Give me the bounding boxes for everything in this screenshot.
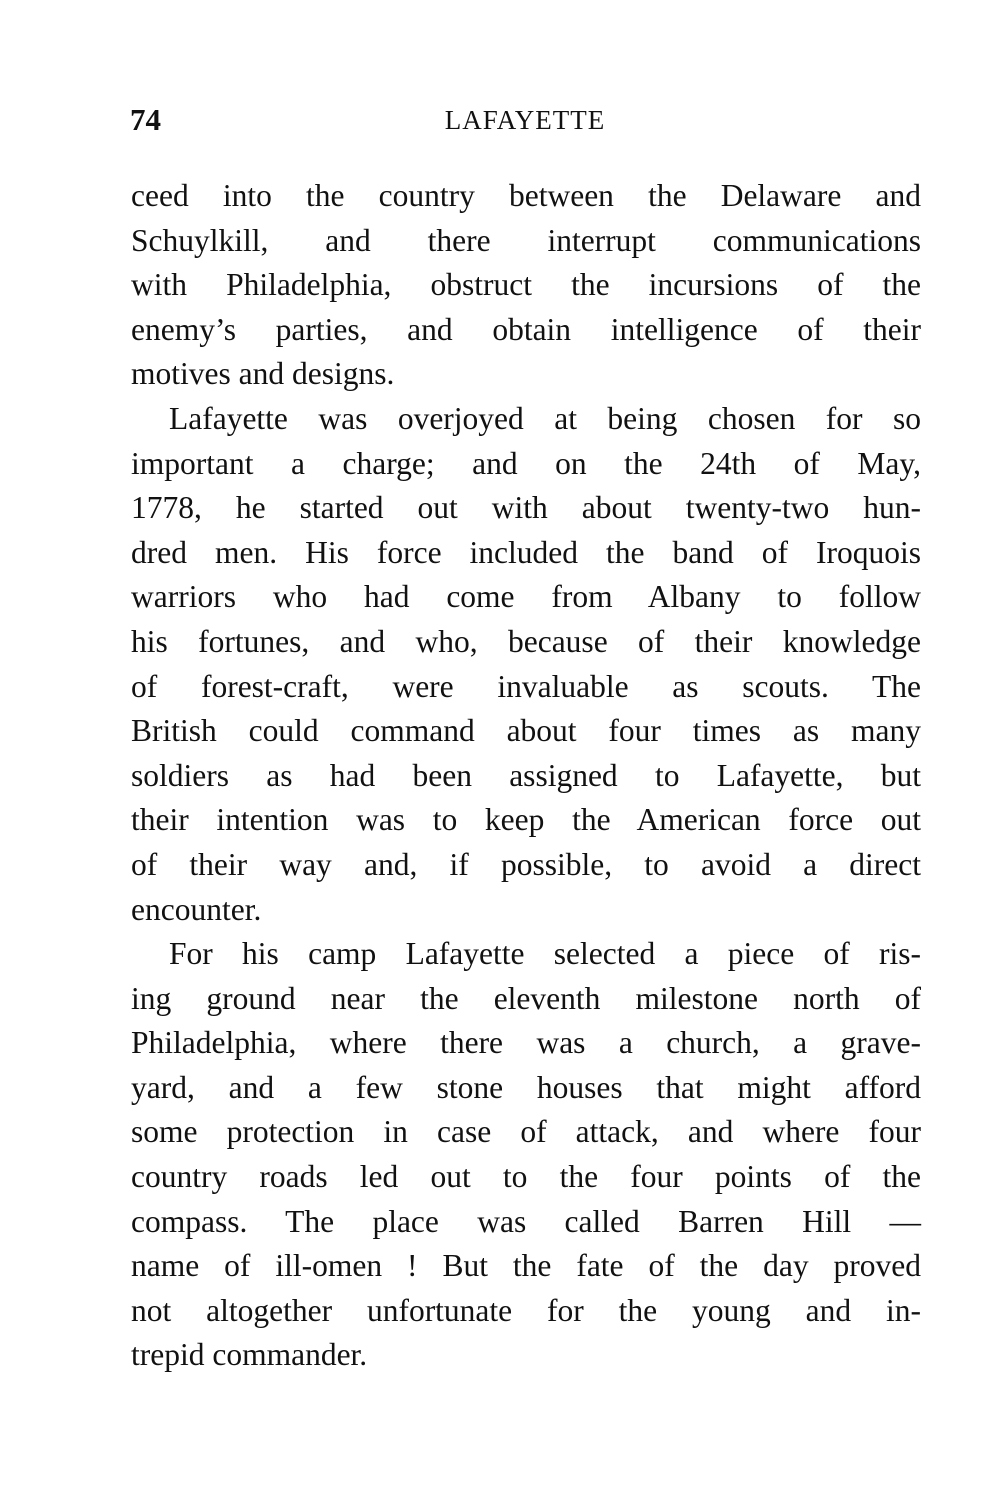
running-head [130, 98, 920, 142]
text-line: name of ill-omen ! But the fate of the day proved [131, 1248, 921, 1284]
text-line: Philadelphia, where there was a church, a grave- [131, 1025, 921, 1061]
text-line: Lafayette was overjoyed at being chosen for so [169, 400, 921, 436]
text-line: warriors who had come from Albany to follow [131, 579, 921, 615]
text-line: enemy’s parties, and obtain intelligence of their [131, 311, 921, 347]
text-line: ing ground near the eleventh milestone north of [131, 980, 921, 1016]
text-line: Schuylkill, and there interrupt communications [131, 222, 921, 258]
text-line: British could command about four times as many [131, 713, 921, 749]
text-line: their intention was to keep the American force out [131, 802, 921, 838]
text-line: of their way and, if possible, to avoid a direct [131, 846, 921, 882]
paragraph [131, 174, 921, 397]
text-line: ceed into the country between the Delaware and [131, 178, 921, 213]
text-line: compass. The place was called Barren Hill — [131, 1203, 921, 1239]
paragraph [131, 932, 921, 1378]
text-line: encounter. [131, 891, 262, 927]
text-line: motives and designs. [131, 356, 395, 392]
text-line: of forest-craft, were invaluable as scouts. The [131, 668, 921, 704]
text-line: his fortunes, and who, because of their knowledge [131, 623, 921, 659]
text-line: with Philadelphia, obstruct the incursions of the [131, 267, 921, 303]
text-line: soldiers as had been assigned to Lafayette, but [131, 757, 921, 793]
text-line: For his camp Lafayette selected a piece of ris- [169, 936, 921, 972]
text-line: country roads led out to the four points of the [131, 1159, 921, 1195]
text-line: not altogether unfortunate for the young and in- [131, 1292, 921, 1328]
body-text [131, 174, 921, 1378]
text-line: trepid commander. [131, 1337, 368, 1373]
running-title: LAFAYETTE [444, 105, 606, 135]
text-line: some protection in case of attack, and where four [131, 1114, 921, 1150]
page-number: 74 [130, 102, 161, 137]
text-line: 1778, he started out with about twenty-two hun- [131, 490, 921, 526]
text-line: yard, and a few stone houses that might afford [131, 1069, 921, 1105]
text-line: dred men. His force included the band of Iroquois [131, 534, 921, 570]
paragraph [131, 397, 921, 932]
text-line: important a charge; and on the 24th of May, [131, 445, 921, 481]
